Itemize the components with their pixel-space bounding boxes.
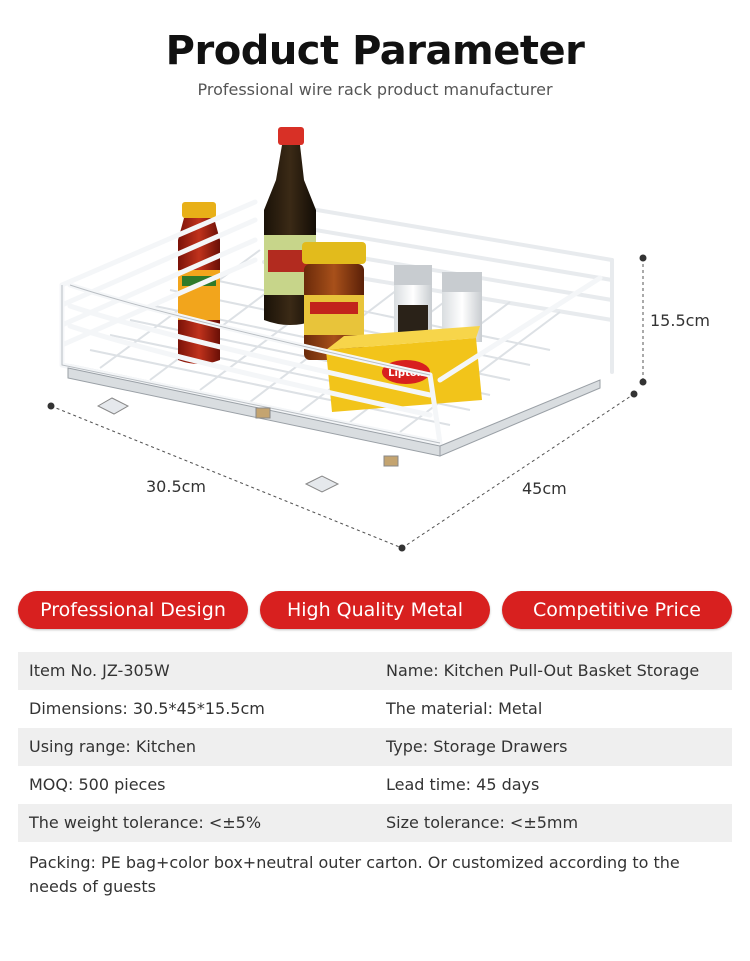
spec-row: [18, 766, 732, 804]
height-dimension-label: 15.5cm: [650, 311, 711, 330]
spec-table: [18, 652, 732, 902]
svg-text:Lipton: Lipton: [388, 368, 424, 379]
spec-row: [18, 690, 732, 728]
product-illustration: [0, 110, 750, 580]
page-subtitle: Professional wire rack product manufacturer: [197, 80, 553, 99]
spec-lead-time: Lead time: 45 days: [386, 775, 540, 794]
width-dimension-label: 30.5cm: [146, 477, 207, 496]
wire-basket-image: [0, 110, 750, 580]
spec-row: [18, 728, 732, 766]
spec-weight-tolerance: The weight tolerance: <±5%: [29, 813, 262, 832]
spec-packing: Packing: PE bag+color box+neutral outer carton. Or customized according to the needs of guests: [29, 853, 680, 896]
spec-using-range: Using range: Kitchen: [29, 737, 197, 756]
spec-row-packing: [18, 842, 732, 902]
feature-badge-design: Professional Design: [18, 591, 248, 629]
spec-row: [18, 652, 732, 690]
feature-badges: [18, 591, 732, 629]
spec-moq: MOQ: 500 pieces: [29, 775, 166, 794]
spec-row: [18, 804, 732, 842]
page-title: Product Parameter: [165, 28, 585, 74]
spec-item-no: Item No. JZ-305W: [29, 661, 170, 680]
spec-type: Type: Storage Drawers: [386, 737, 568, 756]
spec-size-tolerance: Size tolerance: <±5mm: [386, 813, 579, 832]
depth-dimension-label: 45cm: [522, 479, 567, 498]
spec-material: The material: Metal: [386, 699, 543, 718]
feature-badge-price: Competitive Price: [502, 591, 732, 629]
feature-badge-metal: High Quality Metal: [260, 591, 490, 629]
spec-name: Name: Kitchen Pull-Out Basket Storage: [386, 661, 700, 680]
spec-dimensions: Dimensions: 30.5*45*15.5cm: [29, 699, 265, 718]
